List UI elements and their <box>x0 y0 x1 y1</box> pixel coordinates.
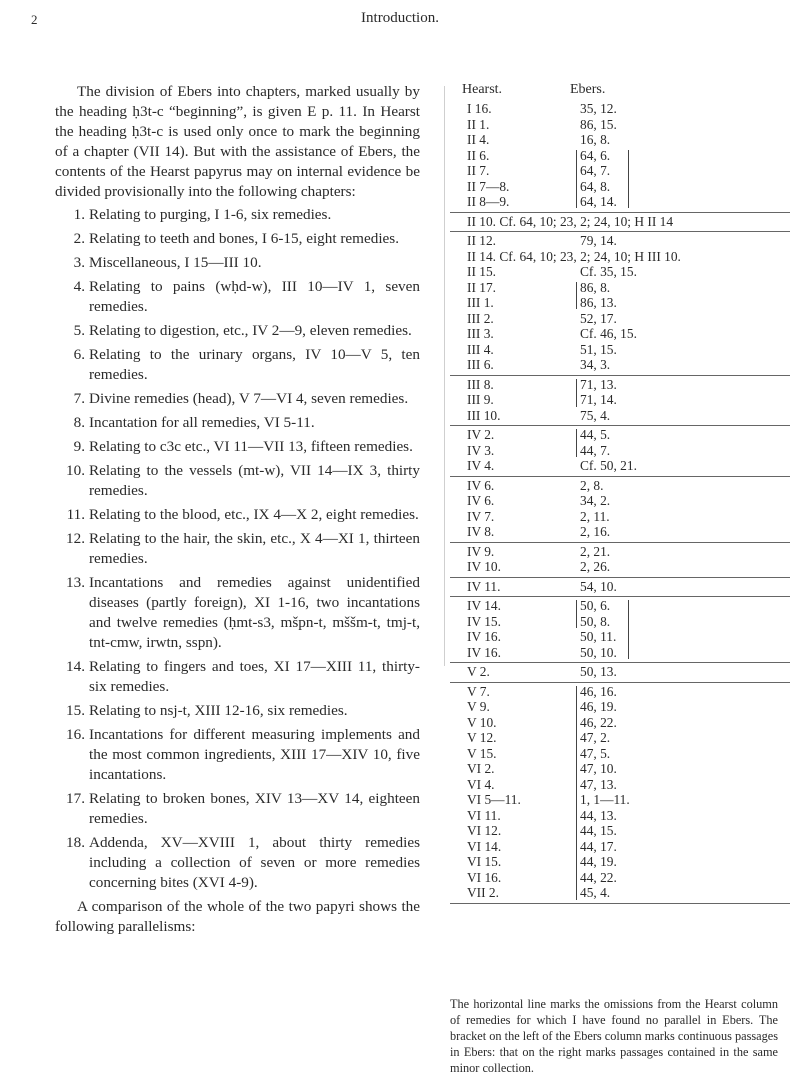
chapter-item <box>55 461 420 501</box>
ebers-ref: 86, 13. <box>580 295 617 310</box>
table-row <box>450 579 790 595</box>
chapter-number: 9. <box>73 438 85 455</box>
chapter-text: Relating to purging, I 1-6, six remedies. <box>89 206 332 223</box>
table-row <box>450 493 790 509</box>
chapter-text: Relating to fingers and toes, XI 17—XIII 11, thirty-six remedies. <box>89 658 420 695</box>
hearst-ref: VI 5—11. <box>467 792 521 807</box>
hearst-ref: VI 14. <box>467 838 502 854</box>
ebers-ref: 52, 17. <box>580 310 617 326</box>
hearst-ref: II 4. <box>467 132 490 147</box>
ebers-ref: 47, 10. <box>580 761 617 776</box>
table-group <box>450 100 790 213</box>
ebers-ref: 44, 19. <box>580 854 617 869</box>
hearst-ref: III 2. <box>467 310 494 326</box>
main-text-column <box>55 82 420 937</box>
table-row <box>450 233 790 249</box>
table-row <box>450 427 790 443</box>
chapter-number: 6. <box>73 346 85 363</box>
table-row <box>450 443 790 459</box>
chapter-item <box>55 529 420 569</box>
chapter-number: 15. <box>66 702 85 719</box>
hearst-ref: V 15. <box>467 745 497 761</box>
hearst-ref: VI 12. <box>467 823 502 838</box>
hearst-ref: II 1. <box>467 116 490 132</box>
table-row <box>450 101 790 117</box>
ebers-ref: 34, 3. <box>580 357 611 372</box>
chapter-item <box>55 505 420 525</box>
chapter-text: Divine remedies (head), V 7—VI 4, seven remedies. <box>89 390 409 407</box>
hearst-ref: IV 16. <box>467 629 501 644</box>
hearst-ref: III 6. <box>467 357 494 372</box>
collection-bracket <box>578 147 629 208</box>
chapter-text: Relating to pains (wḥd-w), III 10—IV 1, seven remedies. <box>89 278 420 315</box>
chapter-text: Addenda, XV—XVIII 1, about thirty remedies including a collection of seven or more remedies concerning bites (XVI 4-9). <box>89 834 420 891</box>
chapter-item <box>55 413 420 433</box>
chapter-item <box>55 253 420 273</box>
ebers-ref: 35, 12. <box>580 101 617 116</box>
chapter-number: 3. <box>73 254 85 271</box>
continuity-bracket <box>576 600 577 628</box>
hearst-ref: III 3. <box>467 326 494 341</box>
chapter-number: 1. <box>73 206 85 223</box>
hearst-ref: II 7—8. <box>467 178 510 194</box>
hearst-ref: IV 4. <box>467 458 495 473</box>
table-row <box>450 823 790 839</box>
table-row <box>450 854 790 870</box>
table-row <box>450 214 790 230</box>
ebers-ref: 46, 19. <box>580 699 617 714</box>
hearst-ref: IV 15. <box>467 613 501 629</box>
ebers-ref: Cf. 35, 15. <box>580 264 637 279</box>
hearst-ref: I 16. <box>467 101 492 116</box>
hearst-ref: V 2. <box>467 664 490 679</box>
chapter-item <box>55 657 420 697</box>
ebers-ref: 50, 6. <box>580 598 611 613</box>
hearst-ref: II 12. <box>467 233 497 248</box>
ebers-ref: 44, 22. <box>580 869 617 885</box>
table-group <box>450 683 790 904</box>
table-group <box>450 543 790 578</box>
chapter-number: 7. <box>73 390 85 407</box>
table-group <box>450 578 790 598</box>
table-row <box>450 357 790 373</box>
continuity-bracket <box>576 282 577 309</box>
table-group <box>450 232 790 376</box>
table-group <box>450 426 790 477</box>
chapter-item <box>55 833 420 893</box>
table-row <box>450 777 790 793</box>
hearst-ref: III 8. <box>467 376 494 392</box>
chapter-item <box>55 205 420 225</box>
chapter-item <box>55 389 420 409</box>
chapter-number: 12. <box>66 530 85 547</box>
ebers-ref: 86, 15. <box>580 116 617 132</box>
hearst-ref: III 10. <box>467 407 501 423</box>
chapter-text: Incantation for all remedies, VI 5-11. <box>89 414 315 431</box>
hearst-ref: VI 15. <box>467 854 502 869</box>
ebers-ref: 51, 15. <box>580 341 617 357</box>
intro-paragraph: The division of Ebers into chapters, marked usually by the heading ḥ3t-c “beginning”, is given E p. 11. In Hearst the heading ḥ3t-c is used only once to mark the beginning of a chapter (VII 14). But with the assistance of Ebers, the contents of the Hearst papyrus may on internal evidence be divided provisionally into the following chapters: <box>55 83 420 200</box>
ebers-ref: 2, 11. <box>580 508 610 524</box>
table-row <box>450 715 790 731</box>
table-row <box>450 280 790 296</box>
ebers-ref: Cf. 50, 21. <box>580 458 637 473</box>
ebers-ref: 50, 11. <box>580 629 617 644</box>
table-row <box>450 249 790 265</box>
chapter-item <box>55 321 420 341</box>
table-row <box>450 746 790 762</box>
table-row <box>450 684 790 700</box>
table-row <box>450 132 790 148</box>
table-row <box>450 509 790 525</box>
hearst-ref: VI 2. <box>467 761 495 776</box>
table-row <box>450 311 790 327</box>
hearst-ref: IV 14. <box>467 598 501 613</box>
table-row <box>450 870 790 886</box>
chapter-number: 4. <box>73 278 85 295</box>
chapter-item <box>55 345 420 385</box>
ebers-ref: 75, 4. <box>580 407 611 423</box>
hearst-ref: II 17. <box>467 279 497 295</box>
chapter-item <box>55 789 420 829</box>
table-row <box>450 559 790 575</box>
table-row <box>450 792 790 808</box>
hearst-ref: II 8—9. <box>467 194 510 209</box>
hearst-ref: IV 6. <box>467 477 495 493</box>
table-row <box>450 478 790 494</box>
ebers-ref: 2, 26. <box>580 559 611 574</box>
hearst-ref: VI 16. <box>467 869 502 885</box>
continuity-bracket <box>576 379 577 407</box>
ebers-ref: 16, 8. <box>580 132 611 147</box>
hearst-ref: IV 2. <box>467 427 495 442</box>
chapter-number: 10. <box>66 462 85 479</box>
chapter-number: 17. <box>66 790 85 807</box>
hearst-ref: V 12. <box>467 730 497 745</box>
table-row <box>450 664 790 680</box>
hearst-ref: II 7. <box>467 163 490 178</box>
hearst-ref: VII 2. <box>467 885 499 900</box>
hearst-ref: V 9. <box>467 699 490 714</box>
ebers-ref: 46, 22. <box>580 714 617 730</box>
chapter-text: Relating to nsj-t, XIII 12-16, six remedies. <box>89 702 348 719</box>
ebers-ref: 44, 13. <box>580 807 617 823</box>
chapter-text: Miscellaneous, I 15—III 10. <box>89 254 262 271</box>
ebers-ref: 47, 5. <box>580 745 611 761</box>
ebers-ref: 44, 15. <box>580 823 617 838</box>
hearst-ref: IV 8. <box>467 524 495 539</box>
chapter-text: Incantations for different measuring implements and the most common ingredients, XIII 17—XIV 10, five incantations. <box>89 726 420 783</box>
hearst-ref: II 14. Cf. 64, 10; 23, 2; 24, 10; H III 10. <box>467 248 681 264</box>
chapter-text: Relating to broken bones, XIV 13—XV 14, eighteen remedies. <box>89 790 420 827</box>
ebers-ref: 50, 8. <box>580 613 611 629</box>
table-row <box>450 295 790 311</box>
chapter-number: 5. <box>73 322 85 339</box>
hearst-ref: IV 3. <box>467 442 495 458</box>
table-row <box>450 839 790 855</box>
hearst-ref: II 10. Cf. 64, 10; 23, 2; 24, 10; H II 14 <box>467 213 674 229</box>
chapter-item <box>55 277 420 317</box>
chapter-number: 8. <box>73 414 85 431</box>
ebers-ref: 64, 6. <box>580 147 611 163</box>
ebers-ref: 44, 5. <box>580 427 611 442</box>
ebers-ref: 44, 7. <box>580 442 611 458</box>
ebers-ref: 44, 17. <box>580 838 617 854</box>
ebers-ref: 64, 14. <box>580 194 617 209</box>
table-row <box>450 524 790 540</box>
ebers-ref: 47, 13. <box>580 776 617 792</box>
ebers-ref: 46, 16. <box>580 683 617 699</box>
hearst-ref: IV 7. <box>467 508 495 524</box>
hearst-ref: VI 11. <box>467 807 501 823</box>
chapter-text: Relating to teeth and bones, I 6-15, eight remedies. <box>89 230 399 247</box>
chapter-text: Relating to the vessels (mt-w), VII 14—IX 3, thirty remedies. <box>89 462 420 499</box>
table-row <box>450 377 790 393</box>
closing-paragraph: A comparison of the whole of the two papyri shows the following parallelisms: <box>55 898 420 935</box>
ebers-ref: 86, 8. <box>580 279 611 295</box>
header-hearst: Hearst. <box>462 82 503 97</box>
chapter-item <box>55 701 420 721</box>
hearst-ref: III 4. <box>467 341 494 357</box>
table-group <box>450 597 790 663</box>
ebers-ref: 79, 14. <box>580 233 617 248</box>
chapter-item <box>55 573 420 653</box>
header-ebers: Ebers. <box>570 82 606 97</box>
hearst-ref: III 1. <box>467 295 494 310</box>
table-group <box>450 477 790 543</box>
table-row <box>450 458 790 474</box>
chapter-item <box>55 229 420 249</box>
hearst-ref: V 7. <box>467 683 490 699</box>
table-group <box>450 376 790 427</box>
table-row <box>450 885 790 901</box>
chapter-number: 14. <box>66 658 85 675</box>
ebers-ref: 64, 8. <box>580 178 611 194</box>
chapter-number: 13. <box>66 574 85 591</box>
chapter-list <box>55 205 420 893</box>
table-header <box>450 82 790 100</box>
chapter-text: Relating to digestion, etc., IV 2—9, eleven remedies. <box>89 322 412 339</box>
chapter-text: Incantations and remedies against unidentified diseases (partly foreign), XI 1-16, two incantations and twelve remedies (ḥmt-s3, mšpn-t, mššm-t, tmj-t, tnt-cmw, irwtn, sspn). <box>89 574 420 651</box>
continuity-bracket <box>576 429 577 457</box>
hearst-ref: IV 16. <box>467 644 501 660</box>
chapter-text: Relating to the blood, etc., IX 4—X 2, eight remedies. <box>89 506 419 523</box>
ebers-ref: Cf. 46, 15. <box>580 326 637 341</box>
table-row <box>450 730 790 746</box>
table-body <box>450 100 790 904</box>
table-row <box>450 392 790 408</box>
hearst-ref: IV 6. <box>467 493 495 508</box>
table-row <box>450 761 790 777</box>
hearst-ref: III 9. <box>467 392 494 407</box>
ebers-ref: 2, 16. <box>580 524 611 539</box>
column-divider <box>444 86 445 666</box>
ebers-ref: 1, 1—11. <box>580 792 630 807</box>
ebers-ref: 71, 14. <box>580 392 617 407</box>
table-row <box>450 808 790 824</box>
table-group <box>450 663 790 683</box>
table-row <box>450 699 790 715</box>
chapter-text: Relating to the urinary organs, IV 10—V 5, ten remedies. <box>89 346 420 383</box>
table-row <box>450 408 790 424</box>
table-row <box>450 326 790 342</box>
chapter-item <box>55 437 420 457</box>
hearst-ref: IV 10. <box>467 559 501 574</box>
ebers-ref: 34, 2. <box>580 493 611 508</box>
chapter-item <box>55 725 420 785</box>
hearst-ref: II 6. <box>467 147 490 163</box>
continuity-bracket <box>576 686 577 900</box>
ebers-ref: 2, 21. <box>580 543 611 559</box>
table-row <box>450 117 790 133</box>
continuity-bracket <box>576 150 577 208</box>
table-group <box>450 213 790 233</box>
running-head: Introduction. <box>361 10 439 26</box>
table-row <box>450 264 790 280</box>
ebers-ref: 2, 8. <box>580 477 604 493</box>
ebers-ref: 50, 10. <box>580 644 617 660</box>
chapter-number: 18. <box>66 834 85 851</box>
table-row <box>450 544 790 560</box>
page-number: 2 <box>31 12 38 27</box>
hearst-ref: IV 9. <box>467 543 495 559</box>
ebers-ref: 45, 4. <box>580 885 611 900</box>
chapter-text: Relating to the hair, the skin, etc., X 4—XI 1, thirteen remedies. <box>89 530 420 567</box>
hearst-ref: VI 4. <box>467 776 495 792</box>
hearst-ref: II 15. <box>467 264 497 279</box>
footnote: The horizontal line marks the omissions from the Hearst column of remedies for which I have found no parallel in Ebers. The bracket on the left of the Ebers column marks continuous passages in Ebers: that on the right marks passages contained in the same minor collection. <box>450 997 778 1075</box>
ebers-ref: 47, 2. <box>580 730 611 745</box>
parallels-table <box>450 82 790 904</box>
collection-bracket <box>578 600 629 659</box>
chapter-text: Relating to c3c etc., VI 11—VII 13, fifteen remedies. <box>89 438 413 455</box>
ebers-ref: 50, 13. <box>580 664 617 679</box>
chapter-number: 16. <box>66 726 85 743</box>
chapter-number: 11. <box>66 506 85 523</box>
table-row <box>450 342 790 358</box>
ebers-ref: 54, 10. <box>580 578 617 594</box>
ebers-ref: 64, 7. <box>580 163 611 178</box>
hearst-ref: V 10. <box>467 714 497 730</box>
hearst-ref: IV 11. <box>467 578 501 594</box>
chapter-number: 2. <box>73 230 85 247</box>
ebers-ref: 71, 13. <box>580 376 617 392</box>
